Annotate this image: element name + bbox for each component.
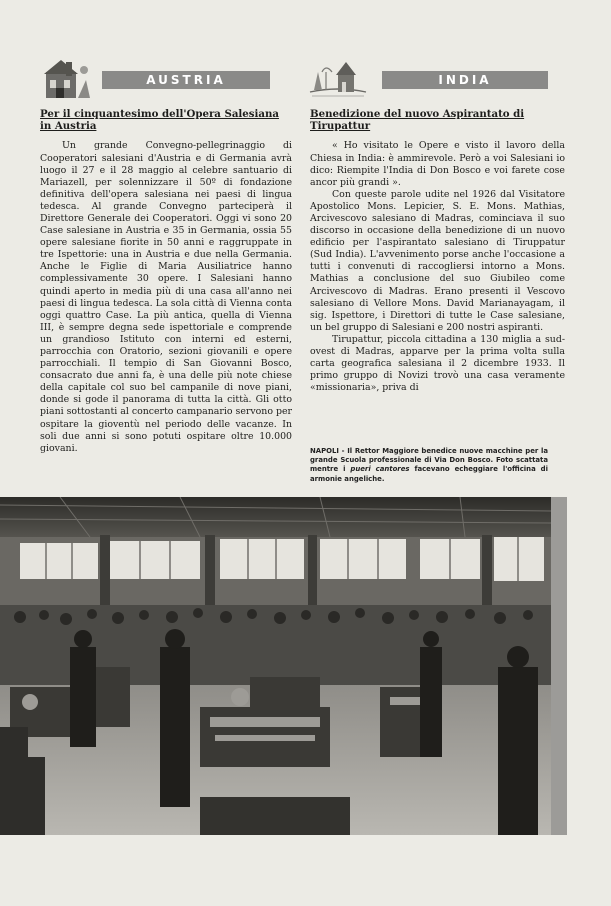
india-paragraph-3: Tirupattur, piccola cittadina a 130 miglia a sud-ovest di Madras, apparve per la prima volta sulla carta geografica salesiana il 2 dicembre 1933. Il primo gruppo di Novizi trovò una casa veramente «missionaria», priva di (310, 333, 565, 394)
india-header (308, 58, 548, 102)
workshop-photo (0, 497, 551, 835)
austria-article (40, 108, 292, 455)
caption-place: NAPOLI (310, 447, 339, 455)
india-article (310, 108, 565, 394)
workshop-scene-image (0, 497, 551, 835)
photo-edge-strip (551, 497, 567, 835)
caption-text-1: - Il Rettor Maggiore benedice nuove macchine per la grande Scuola professionale di Via Don Bosco. Foto scattata mentre i (310, 447, 548, 474)
austria-header (40, 58, 270, 102)
india-paragraph-2: Con queste parole udite nel 1926 dal Visitatore Apostolico Mons. Lepicier, S. E. Mons. Mathias, Arcivescovo salesiano di Madras, cominciava il suo discorso in occasione della benedizione di un nuovo edificio per l'aspirantato salesiano di Tiruppatur (Sud India). L'avvenimento porse anche l'occasione a tutti i convenuti di raccogliersi intorno a Mons. Mathias a conclusione del suo Giubileo come Arcivescovo di Madras. Erano presenti il Vescovo salesiano di Vellore Mons. David Marianayagam, il sig. Ispettore, i Direttori di tutte le Case salesiane, un bel gruppo di Salesiani e 200 nostri aspiranti. (310, 188, 565, 333)
austria-banner: AUSTRIA (102, 71, 270, 89)
caption-text-2: facevano echeggiare l'officina di armonie angeliche. (310, 465, 548, 483)
india-paragraph-1: « Ho visitato le Opere e visto il lavoro della Chiesa in India: è ammirevole. Però a voi Salesiani io dico: Riempite l'India di Don Bosco e voi farete cose ancor più grandi ». (310, 140, 565, 188)
austria-article-title: Per il cinquantesimo dell'Opera Salesiana in Austria (40, 108, 279, 133)
photo-caption (310, 447, 548, 484)
india-temple-icon (308, 58, 368, 102)
india-article-title: Benedizione del nuovo Aspirantato di Tirupattur (310, 108, 525, 133)
austria-paragraph-1: Un grande Convegno-pellegrinaggio di Cooperatori salesiani d'Austria e di Germania avrà luogo il 27 e il 28 maggio al celebre santuario di Mariazell, per solennizzare il 50º di fondazione definitiva dell'opera salesiana nei paesi di lingua tedesca. Al grande Convegno parteciperà il Direttore Generale dei Cooperatori. Oggi vi sono 20 Case salesiane in Austria e 35 in Germania, ossia 55 opere salesiane fiorite in 50 anni e raggruppate in tre Ispettorie: una in Austria e due nella Germania. Anche le Figlie di Maria Ausiliatrice hanno complessivamente 30 opere. I Salesiani hanno quindi aperto in media più di una casa all'anno nei paesi di lingua tedesca. La sola città di Vienna conta oggi quattro Case. La più antica, quella di Vienna III, è sempre degna sede ispettoriale e comprende un grandioso Istituto con interni ed esterni, parrocchia con Oratorio, sezioni giovanili e opere parrocchiali. Il tempio di San Giovanni Bosco, consacrato due anni fa, è una delle più note chiese della capitale col suo bel campanile di nove piani, donde si gode il panorama di tutta la città. Gli otto piani sottostanti al concerto campanario servono per ospitare la gioventù nel periodo delle vacanze. In soli due anni si sono potuti ospitare oltre 10.000 giovani. (40, 140, 292, 454)
caption-italic: pueri cantores (350, 465, 410, 474)
india-banner: INDIA (382, 71, 548, 89)
austria-emblem-icon (40, 58, 92, 102)
